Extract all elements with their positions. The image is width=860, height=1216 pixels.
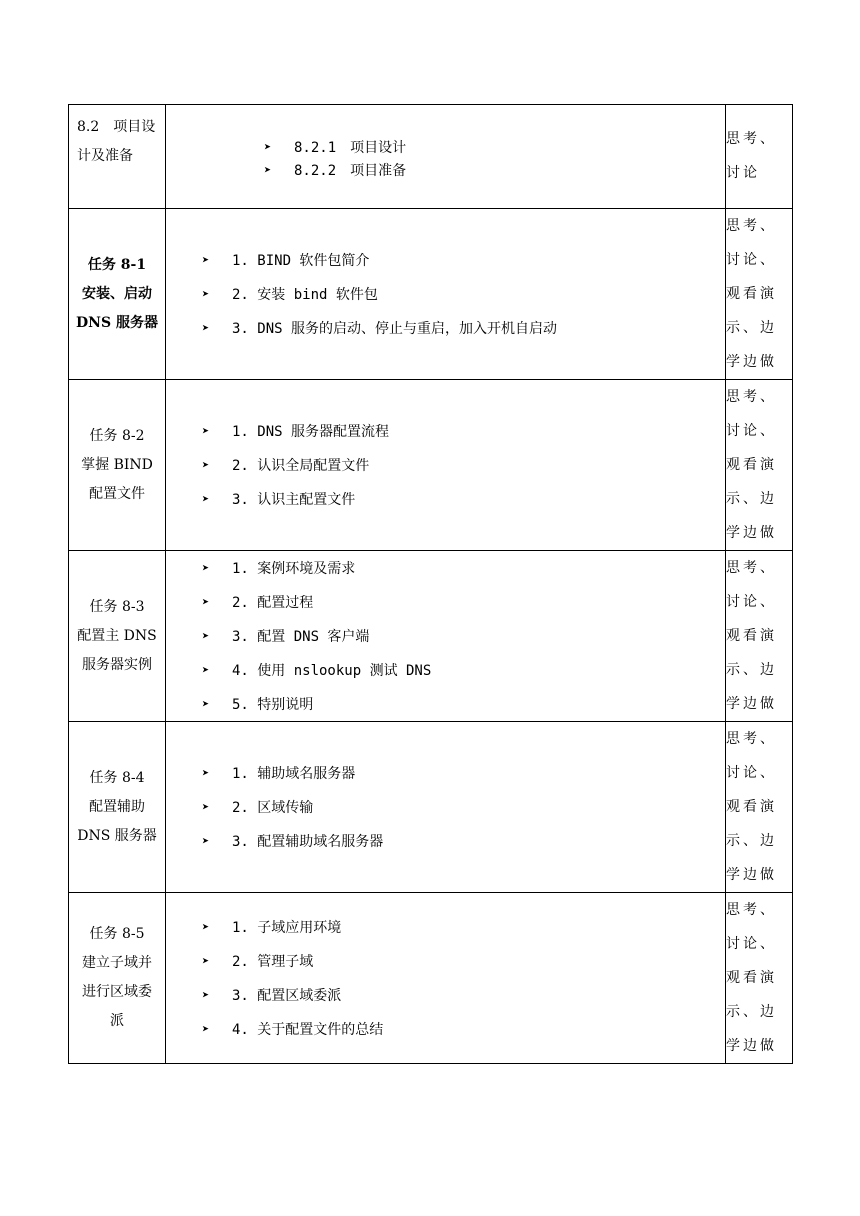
content-cell <box>166 209 726 380</box>
arrowhead-bullet-icon: ➤ <box>202 561 210 575</box>
task-cell: 任务 8-2 掌握 BIND 配置文件 <box>69 380 166 551</box>
list-item: ➤ 5. 特别说明 <box>202 697 314 713</box>
arrowhead-bullet-icon: ➤ <box>264 162 272 177</box>
task-cell: 任务 8-1 安装、启动 DNS 服务器 <box>69 209 166 380</box>
arrowhead-bullet-icon: ➤ <box>202 287 210 301</box>
list-item: ➤ 1. 案例环境及需求 <box>202 561 356 577</box>
content-list <box>166 551 725 721</box>
arrowhead-bullet-icon: ➤ <box>202 629 210 643</box>
list-item: ➤ 2. 配置过程 <box>202 595 314 611</box>
content-cell <box>166 105 726 209</box>
arrowhead-bullet-icon: ➤ <box>202 253 210 267</box>
arrowhead-bullet-icon: ➤ <box>202 1022 210 1036</box>
method-cell: 思考、 讨论 <box>726 105 793 209</box>
list-item: ➤ 1. 辅助域名服务器 <box>202 766 356 782</box>
list-item: ➤ 3. 认识主配置文件 <box>202 492 356 508</box>
arrowhead-bullet-icon: ➤ <box>202 800 210 814</box>
content-cell <box>166 722 726 893</box>
task-cell: 任务 8-5 建立子域并 进行区域委 派 <box>69 893 166 1064</box>
list-item: ➤ 3. 配置辅助域名服务器 <box>202 834 384 850</box>
list-item: ➤ 8.2.2 项目准备 <box>264 162 407 179</box>
list-item: ➤ 2. 管理子域 <box>202 954 314 970</box>
method-cell: 思考、 讨论、 观看演 示、边 学边做 <box>726 893 793 1064</box>
arrowhead-bullet-icon: ➤ <box>202 595 210 609</box>
list-item: ➤ 1. BIND 软件包简介 <box>202 253 370 269</box>
arrowhead-bullet-icon: ➤ <box>202 988 210 1002</box>
arrowhead-bullet-icon: ➤ <box>202 663 210 677</box>
list-item: ➤ 3. DNS 服务的启动、停止与重启，加入开机自启动 <box>202 321 557 337</box>
arrowhead-bullet-icon: ➤ <box>202 954 210 968</box>
list-item: ➤ 3. 配置 DNS 客户端 <box>202 629 370 645</box>
arrowhead-bullet-icon: ➤ <box>202 492 210 506</box>
task-text: 计及准备 <box>77 148 133 164</box>
list-item: ➤ 4. 使用 nslookup 测试 DNS <box>202 663 432 679</box>
list-item: ➤ 1. 子域应用环境 <box>202 920 342 936</box>
content-list <box>166 756 725 858</box>
content-list <box>166 135 725 181</box>
list-item: ➤ 4. 关于配置文件的总结 <box>202 1022 384 1038</box>
task-cell: 任务 8-3 配置主 DNS 服务器实例 <box>69 551 166 722</box>
table-row <box>69 893 793 1064</box>
arrowhead-bullet-icon: ➤ <box>202 834 210 848</box>
content-list <box>166 243 725 345</box>
arrowhead-bullet-icon: ➤ <box>202 920 210 934</box>
content-cell <box>166 380 726 551</box>
course-plan-table <box>68 104 793 1064</box>
content-cell <box>166 893 726 1064</box>
method-cell: 思考、 讨论、 观看演 示、边 学边做 <box>726 722 793 893</box>
method-cell: 思考、 讨论、 观看演 示、边 学边做 <box>726 209 793 380</box>
table-row <box>69 105 793 209</box>
arrowhead-bullet-icon: ➤ <box>202 321 210 335</box>
table-row <box>69 209 793 380</box>
list-item: ➤ 2. 安装 bind 软件包 <box>202 287 378 303</box>
list-item: ➤ 2. 区域传输 <box>202 800 314 816</box>
content-list <box>166 414 725 516</box>
list-item: ➤ 3. 配置区域委派 <box>202 988 342 1004</box>
arrowhead-bullet-icon: ➤ <box>202 424 210 438</box>
task-cell <box>69 105 166 209</box>
method-cell: 思考、 讨论、 观看演 示、边 学边做 <box>726 551 793 722</box>
list-item: ➤ 8.2.1 项目设计 <box>264 139 407 156</box>
arrowhead-bullet-icon: ➤ <box>202 697 210 711</box>
table-row <box>69 722 793 893</box>
content-cell <box>166 551 726 722</box>
list-item: ➤ 1. DNS 服务器配置流程 <box>202 424 390 440</box>
task-text: 8.2 项目设 <box>77 119 156 135</box>
task-cell: 任务 8-4 配置辅助 DNS 服务器 <box>69 722 166 893</box>
method-cell: 思考、 讨论、 观看演 示、边 学边做 <box>726 380 793 551</box>
table-row <box>69 551 793 722</box>
table-row <box>69 380 793 551</box>
arrowhead-bullet-icon: ➤ <box>264 139 272 154</box>
list-item: ➤ 2. 认识全局配置文件 <box>202 458 370 474</box>
content-list <box>166 910 725 1046</box>
arrowhead-bullet-icon: ➤ <box>202 458 210 472</box>
arrowhead-bullet-icon: ➤ <box>202 766 210 780</box>
